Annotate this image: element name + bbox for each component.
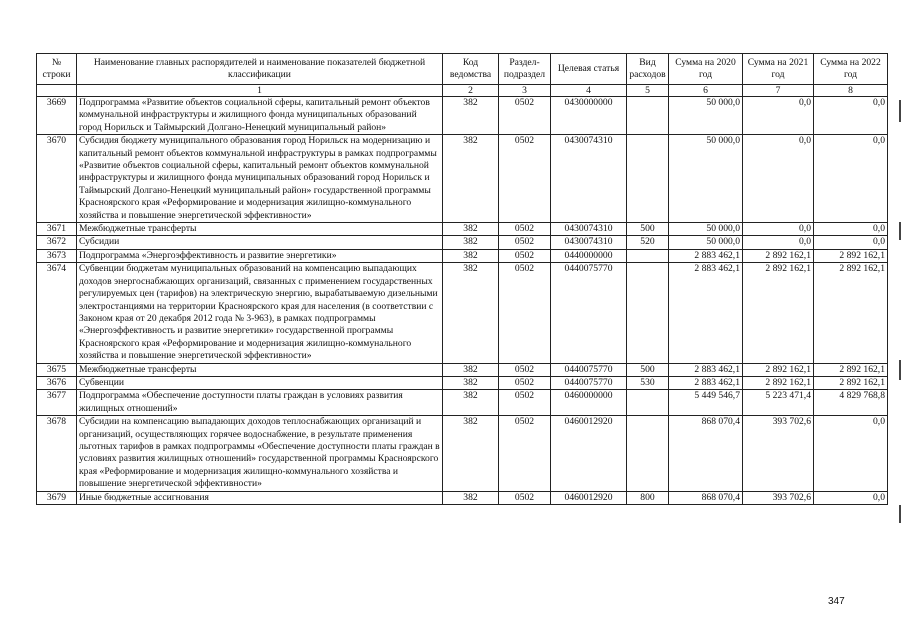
row-sum-2021: 0,0 xyxy=(743,223,814,236)
page-number: 347 xyxy=(828,596,845,607)
row-sum-2020: 50 000,0 xyxy=(669,135,743,223)
row-expense-type: 500 xyxy=(627,363,669,376)
row-sum-2021: 393 702,6 xyxy=(743,416,814,491)
row-section: 0502 xyxy=(499,249,551,262)
row-sum-2022: 2 892 162,1 xyxy=(814,363,888,376)
table-row xyxy=(37,249,888,262)
row-sum-2021: 0,0 xyxy=(743,97,814,135)
row-number: 3676 xyxy=(37,376,77,389)
row-target-item: 0460012920 xyxy=(551,416,627,491)
budget-table xyxy=(36,53,888,505)
table-row xyxy=(37,236,888,249)
header-sum-2022: Сумма на 2022 год xyxy=(814,54,888,85)
header-section: Раздел- подраздел xyxy=(499,54,551,85)
row-sum-2020: 2 883 462,1 xyxy=(669,363,743,376)
header-expense-type: Вид расходов xyxy=(627,54,669,85)
column-number: 1 xyxy=(77,85,443,97)
row-target-item: 0460000000 xyxy=(551,390,627,416)
row-expense-type xyxy=(627,416,669,491)
row-sum-2020: 2 883 462,1 xyxy=(669,249,743,262)
row-sum-2022: 0,0 xyxy=(814,416,888,491)
row-target-item: 0440075770 xyxy=(551,363,627,376)
table-row xyxy=(37,97,888,135)
table-row xyxy=(37,263,888,363)
row-sum-2022: 2 892 162,1 xyxy=(814,376,888,389)
column-number: 5 xyxy=(627,85,669,97)
column-number xyxy=(37,85,77,97)
scan-edge-mark xyxy=(899,100,901,122)
row-sum-2020: 50 000,0 xyxy=(669,223,743,236)
row-dept-code: 382 xyxy=(443,249,499,262)
row-name: Подпрограмма «Развитие объектов социальной сферы, капитальный ремонт объектов коммунальной инфраструктуры и жилищного фонда муниципальных образований город Норильск и Таймырский Долгано-Ненецкий муниципальный район» xyxy=(77,97,443,135)
row-sum-2020: 2 883 462,1 xyxy=(669,263,743,363)
row-number: 3673 xyxy=(37,249,77,262)
row-number: 3669 xyxy=(37,97,77,135)
row-expense-type: 500 xyxy=(627,223,669,236)
row-dept-code: 382 xyxy=(443,376,499,389)
row-expense-type xyxy=(627,135,669,223)
header-row-no: № строки xyxy=(37,54,77,85)
row-name: Межбюджетные трансферты xyxy=(77,363,443,376)
row-name: Субвенции бюджетам муниципальных образований на компенсацию выпадающих доходов энергоснабжающих организаций, связанных с применением государственных регулируемых цен (тарифов) на электрическую энергию, вырабатываемую дизельными электростанциями на территории Красноярского края для населения (в соответствии с Законом края от 20 декабря 2012 года № 3-963), в рамках подпрограммы «Энергоэффективность и развитие энергетики» государственной программы Красноярского края «Реформирование и модернизация жилищно-коммунального хозяйства и повышение энергетической эффективности» xyxy=(77,263,443,363)
header-dept-code: Код ведомства xyxy=(443,54,499,85)
column-number: 2 xyxy=(443,85,499,97)
row-section: 0502 xyxy=(499,97,551,135)
column-number: 4 xyxy=(551,85,627,97)
row-expense-type xyxy=(627,249,669,262)
row-sum-2022: 0,0 xyxy=(814,236,888,249)
row-dept-code: 382 xyxy=(443,390,499,416)
row-dept-code: 382 xyxy=(443,223,499,236)
row-number: 3672 xyxy=(37,236,77,249)
column-number: 8 xyxy=(814,85,888,97)
row-target-item: 0430000000 xyxy=(551,97,627,135)
row-sum-2021: 5 223 471,4 xyxy=(743,390,814,416)
row-sum-2021: 2 892 162,1 xyxy=(743,363,814,376)
table-row xyxy=(37,491,888,504)
row-number: 3677 xyxy=(37,390,77,416)
row-section: 0502 xyxy=(499,363,551,376)
row-sum-2020: 868 070,4 xyxy=(669,416,743,491)
row-number: 3670 xyxy=(37,135,77,223)
header-target-item: Целевая статья xyxy=(551,54,627,85)
scan-edge-mark xyxy=(899,360,901,380)
row-expense-type xyxy=(627,390,669,416)
row-sum-2022: 2 892 162,1 xyxy=(814,249,888,262)
row-sum-2020: 50 000,0 xyxy=(669,236,743,249)
row-number: 3674 xyxy=(37,263,77,363)
header-name: Наименование главных распорядителей и наименование показателей бюджетной классификации xyxy=(77,54,443,85)
row-section: 0502 xyxy=(499,491,551,504)
scan-edge-mark xyxy=(899,505,901,523)
row-number: 3678 xyxy=(37,416,77,491)
budget-table-sheet xyxy=(36,53,887,505)
row-expense-type: 520 xyxy=(627,236,669,249)
row-number: 3675 xyxy=(37,363,77,376)
row-sum-2020: 868 070,4 xyxy=(669,491,743,504)
row-sum-2021: 2 892 162,1 xyxy=(743,263,814,363)
row-sum-2022: 0,0 xyxy=(814,491,888,504)
row-section: 0502 xyxy=(499,390,551,416)
column-number: 6 xyxy=(669,85,743,97)
scan-edge-mark xyxy=(899,222,901,240)
row-name: Субсидии на компенсацию выпадающих доходов теплоснабжающих организаций и организаций, осуществляющих горячее водоснабжение, в результате применения льготных тарифов в рамках подпрограммы «Обеспечение доступности платы граждан в условиях развития жилищных отношений» государственной программы Красноярского края «Реформирование и модернизация жилищно-коммунального хозяйства и повышение энергетической эффективности» xyxy=(77,416,443,491)
row-number: 3679 xyxy=(37,491,77,504)
row-expense-type: 530 xyxy=(627,376,669,389)
row-name: Субвенции xyxy=(77,376,443,389)
row-section: 0502 xyxy=(499,236,551,249)
row-sum-2020: 2 883 462,1 xyxy=(669,376,743,389)
row-name: Субсидии xyxy=(77,236,443,249)
row-name: Межбюджетные трансферты xyxy=(77,223,443,236)
row-sum-2021: 2 892 162,1 xyxy=(743,376,814,389)
table-row xyxy=(37,363,888,376)
row-section: 0502 xyxy=(499,223,551,236)
row-section: 0502 xyxy=(499,376,551,389)
row-sum-2021: 0,0 xyxy=(743,135,814,223)
row-sum-2020: 5 449 546,7 xyxy=(669,390,743,416)
row-sum-2022: 0,0 xyxy=(814,97,888,135)
column-number: 7 xyxy=(743,85,814,97)
table-row xyxy=(37,416,888,491)
row-dept-code: 382 xyxy=(443,236,499,249)
row-dept-code: 382 xyxy=(443,135,499,223)
row-sum-2022: 0,0 xyxy=(814,223,888,236)
table-body xyxy=(37,97,888,505)
header-sum-2020: Сумма на 2020 год xyxy=(669,54,743,85)
row-number: 3671 xyxy=(37,223,77,236)
row-dept-code: 382 xyxy=(443,97,499,135)
row-section: 0502 xyxy=(499,416,551,491)
row-expense-type xyxy=(627,97,669,135)
row-target-item: 0440075770 xyxy=(551,263,627,363)
row-target-item: 0430074310 xyxy=(551,135,627,223)
row-sum-2022: 2 892 162,1 xyxy=(814,263,888,363)
row-dept-code: 382 xyxy=(443,416,499,491)
row-sum-2021: 393 702,6 xyxy=(743,491,814,504)
row-target-item: 0460012920 xyxy=(551,491,627,504)
column-numbers-row xyxy=(37,85,888,97)
row-section: 0502 xyxy=(499,263,551,363)
row-target-item: 0430074310 xyxy=(551,236,627,249)
row-name: Подпрограмма «Энергоэффективность и развитие энергетики» xyxy=(77,249,443,262)
row-section: 0502 xyxy=(499,135,551,223)
table-row xyxy=(37,223,888,236)
row-name: Подпрограмма «Обеспечение доступности платы граждан в условиях развития жилищных отношений» xyxy=(77,390,443,416)
row-dept-code: 382 xyxy=(443,491,499,504)
row-target-item: 0430074310 xyxy=(551,223,627,236)
row-sum-2020: 50 000,0 xyxy=(669,97,743,135)
row-sum-2021: 2 892 162,1 xyxy=(743,249,814,262)
row-dept-code: 382 xyxy=(443,363,499,376)
row-sum-2022: 4 829 768,8 xyxy=(814,390,888,416)
table-row xyxy=(37,376,888,389)
table-row xyxy=(37,135,888,223)
row-target-item: 0440000000 xyxy=(551,249,627,262)
row-expense-type: 800 xyxy=(627,491,669,504)
row-sum-2021: 0,0 xyxy=(743,236,814,249)
row-sum-2022: 0,0 xyxy=(814,135,888,223)
row-target-item: 0440075770 xyxy=(551,376,627,389)
header-row xyxy=(37,54,888,85)
row-name: Субсидия бюджету муниципального образования город Норильск на модернизацию и капитальный ремонт объектов коммунальной инфраструктуры в рамках подпрограммы «Развитие объектов социальной сферы, капитальный ремонт объектов коммунальной инфраструктуры и жилищного фонда муниципальных образований город Норильск и Таймырский Долгано-Ненецкий муниципальный район» государственной программы Красноярского края «Реформирование и модернизация жилищно-коммунального хозяйства и повышение энергетической эффективности» xyxy=(77,135,443,223)
table-row xyxy=(37,390,888,416)
row-expense-type xyxy=(627,263,669,363)
header-sum-2021: Сумма на 2021 год xyxy=(743,54,814,85)
row-dept-code: 382 xyxy=(443,263,499,363)
column-number: 3 xyxy=(499,85,551,97)
row-name: Иные бюджетные ассигнования xyxy=(77,491,443,504)
